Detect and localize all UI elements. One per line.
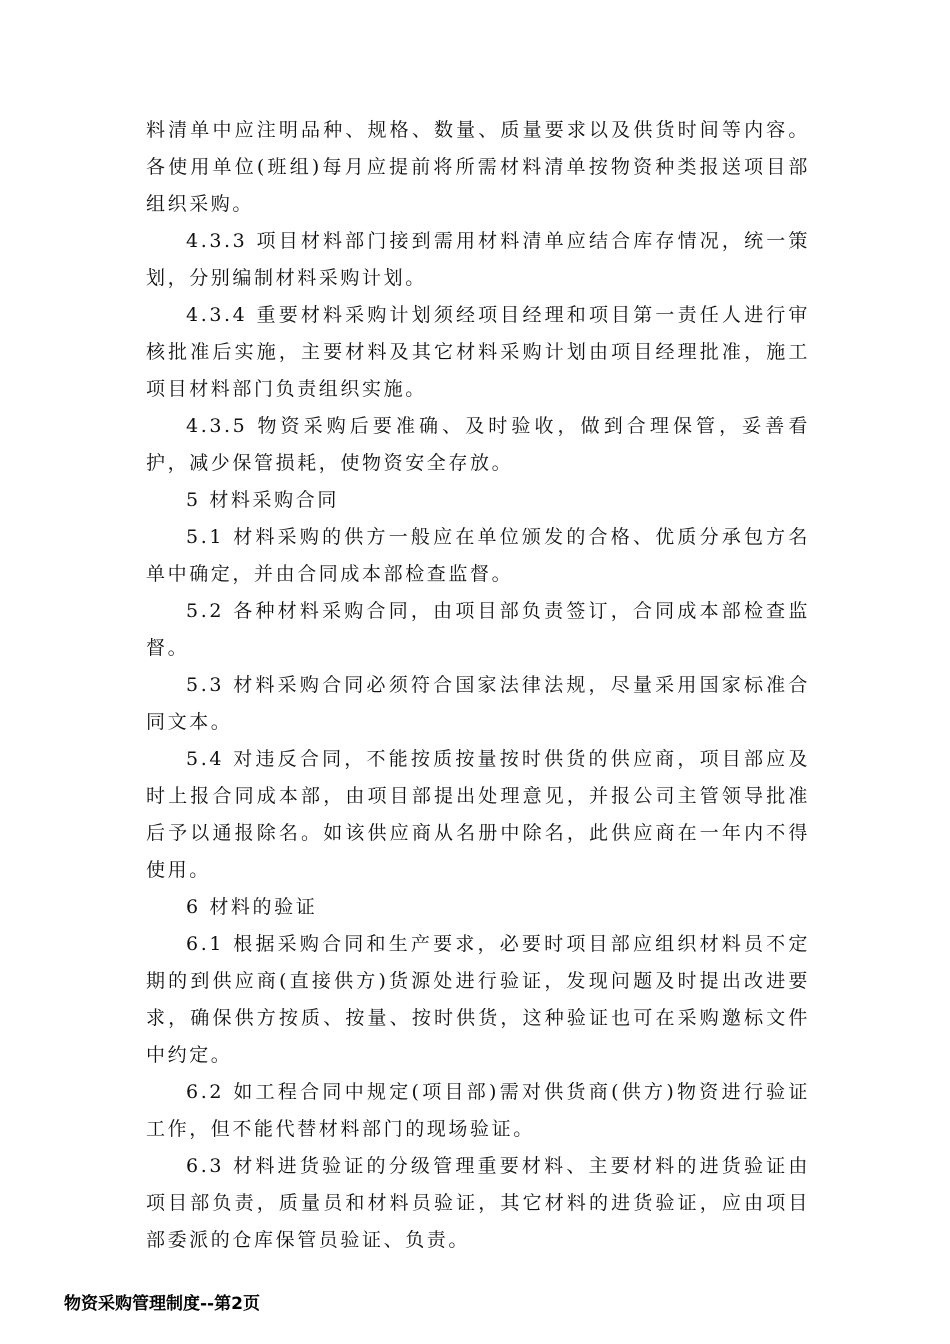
section-heading-5: 5 材料采购合同: [186, 489, 339, 511]
paragraph-5-4: 5.4 对违反合同，不能按质按量按时供货的供应商，项目部应及时上报合同成本部，由项目部提出处理意见，并报公司主管领导批准后予以通报除名。如该供应商从名册中除名，此供应商在一年内不得使用。: [146, 748, 810, 881]
page-footer: 物资采购管理制度--第2页: [64, 1294, 260, 1314]
paragraph-4-3-3: 4.3.3 项目材料部门接到需用材料清单应结合库存情况，统一策划，分别编制材料采购计划。: [146, 230, 810, 289]
paragraph-6-1: 6.1 根据采购合同和生产要求，必要时项目部应组织材料员不定期的到供应商(直接供方)货源处进行验证，发现问题及时提出改进要求，确保供方按质、按量、按时供货，这种验证也可在采购邀标文件中约定。: [146, 933, 810, 1066]
paragraph-continuation: 料清单中应注明品种、规格、数量、质量要求以及供货时间等内容。各使用单位(班组)每月应提前将所需材料清单按物资种类报送项目部组织采购。: [146, 119, 810, 215]
paragraph-6-2: 6.2 如工程合同中规定(项目部)需对供货商(供方)物资进行验证工作，但不能代替材料部门的现场验证。: [146, 1081, 810, 1140]
paragraph-6-3: 6.3 材料进货验证的分级管理重要材料、主要材料的进货验证由项目部负责，质量员和材料员验证，其它材料的进货验证，应由项目部委派的仓库保管员验证、负责。: [146, 1155, 810, 1251]
paragraph-5-1: 5.1 材料采购的供方一般应在单位颁发的合格、优质分承包方名单中确定，并由合同成本部检查监督。: [146, 526, 810, 585]
paragraph-4-3-5: 4.3.5 物资采购后要准确、及时验收，做到合理保管，妥善看护，减少保管损耗，使物资安全存放。: [146, 415, 810, 474]
section-heading-6: 6 材料的验证: [186, 896, 318, 918]
paragraph-5-2: 5.2 各种材料采购合同，由项目部负责签订，合同成本部检查监督。: [146, 600, 810, 659]
paragraph-5-3: 5.3 材料采购合同必须符合国家法律法规，尽量采用国家标准合同文本。: [146, 674, 810, 733]
paragraph-4-3-4: 4.3.4 重要材料采购计划须经项目经理和项目第一责任人进行审核批准后实施，主要材料及其它材料采购计划由项目经理批准，施工项目材料部门负责组织实施。: [146, 304, 810, 400]
document-body: [146, 112, 810, 1259]
